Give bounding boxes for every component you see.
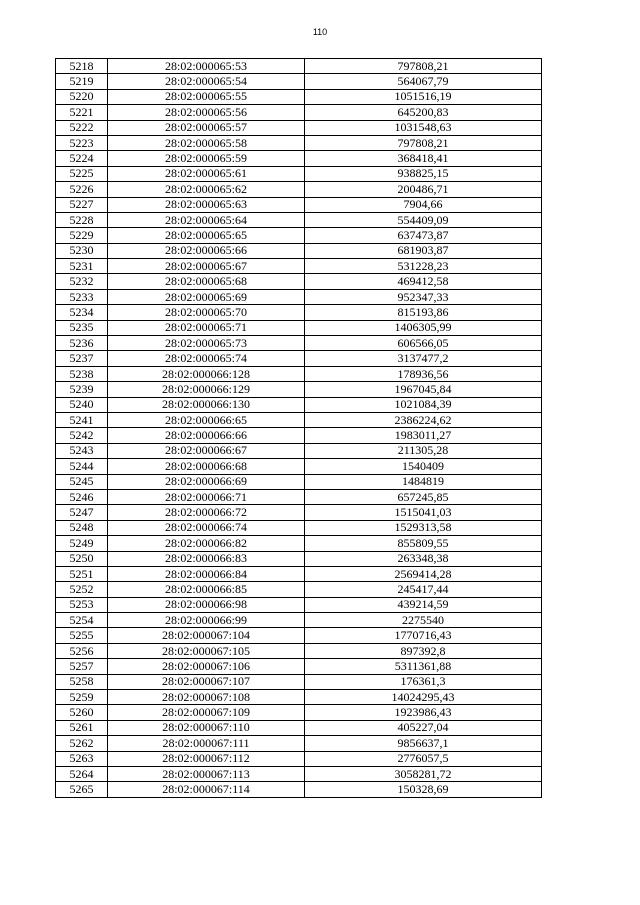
table-row [56,320,542,335]
cadastral-value-cell: 657245,85 [305,489,542,504]
cadastral-number-cell: 28:02:000065:74 [108,351,305,366]
cadastral-value-cell: 368418,41 [305,151,542,166]
cadastral-value-cell: 405227,04 [305,720,542,735]
cadastral-number-cell: 28:02:000065:61 [108,166,305,181]
row-number-cell: 5254 [56,613,108,628]
cadastral-value-cell: 606566,05 [305,336,542,351]
row-number-cell: 5237 [56,351,108,366]
cadastral-number-cell: 28:02:000066:74 [108,520,305,535]
cadastral-number-cell: 28:02:000066:98 [108,597,305,612]
cadastral-value-cell: 7904,66 [305,197,542,212]
cadastral-value-cell: 176361,3 [305,674,542,689]
cadastral-number-cell: 28:02:000066:128 [108,366,305,381]
cadastral-number-cell: 28:02:000066:67 [108,443,305,458]
table-row [56,197,542,212]
table-row [56,489,542,504]
cadastral-number-cell: 28:02:000065:55 [108,89,305,104]
cadastral-value-cell: 150328,69 [305,782,542,797]
table-row [56,366,542,381]
cadastral-number-cell: 28:02:000067:113 [108,766,305,781]
cadastral-value-cell: 1529313,58 [305,520,542,535]
cadastral-number-cell: 28:02:000067:110 [108,720,305,735]
cadastral-value-cell: 1983011,27 [305,428,542,443]
table-row [56,659,542,674]
cadastral-number-cell: 28:02:000067:105 [108,643,305,658]
cadastral-value-cell: 9856637,1 [305,736,542,751]
row-number-cell: 5226 [56,182,108,197]
row-number-cell: 5242 [56,428,108,443]
cadastral-number-cell: 28:02:000065:63 [108,197,305,212]
row-number-cell: 5264 [56,766,108,781]
cadastral-value-cell: 952347,33 [305,289,542,304]
row-number-cell: 5265 [56,782,108,797]
cadastral-number-cell: 28:02:000065:57 [108,120,305,135]
cadastral-value-cell: 14024295,43 [305,690,542,705]
row-number-cell: 5243 [56,443,108,458]
table-row [56,536,542,551]
table-body [56,59,542,798]
table-row [56,336,542,351]
cadastral-number-cell: 28:02:000066:71 [108,489,305,504]
table-row [56,105,542,120]
row-number-cell: 5228 [56,212,108,227]
table-row [56,397,542,412]
row-number-cell: 5250 [56,551,108,566]
row-number-cell: 5245 [56,474,108,489]
cadastral-value-cell: 797808,21 [305,135,542,150]
row-number-cell: 5232 [56,274,108,289]
table-row [56,351,542,366]
table-row [56,459,542,474]
table-row [56,566,542,581]
cadastral-number-cell: 28:02:000066:66 [108,428,305,443]
table-row [56,613,542,628]
table-row [56,89,542,104]
cadastral-number-cell: 28:02:000067:111 [108,736,305,751]
cadastral-value-cell: 245417,44 [305,582,542,597]
table-row [56,551,542,566]
cadastral-number-cell: 28:02:000066:65 [108,412,305,427]
cadastral-number-cell: 28:02:000067:109 [108,705,305,720]
row-number-cell: 5256 [56,643,108,658]
cadastral-number-cell: 28:02:000065:69 [108,289,305,304]
row-number-cell: 5225 [56,166,108,181]
cadastral-number-cell: 28:02:000065:59 [108,151,305,166]
row-number-cell: 5251 [56,566,108,581]
row-number-cell: 5249 [56,536,108,551]
row-number-cell: 5236 [56,336,108,351]
table-row [56,674,542,689]
cadastral-number-cell: 28:02:000067:107 [108,674,305,689]
row-number-cell: 5222 [56,120,108,135]
page-number: 110 [312,27,328,37]
table-row [56,274,542,289]
cadastral-value-cell: 1770716,43 [305,628,542,643]
row-number-cell: 5247 [56,505,108,520]
cadastral-value-cell: 681903,87 [305,243,542,258]
table-row [56,289,542,304]
cadastral-value-cell: 897392,8 [305,643,542,658]
cadastral-value-cell: 2275540 [305,613,542,628]
cadastral-value-cell: 637473,87 [305,228,542,243]
cadastral-number-cell: 28:02:000067:114 [108,782,305,797]
row-number-cell: 5230 [56,243,108,258]
cadastral-value-cell: 1484819 [305,474,542,489]
table-row [56,582,542,597]
cadastral-number-cell: 28:02:000066:83 [108,551,305,566]
row-number-cell: 5231 [56,259,108,274]
cadastral-number-cell: 28:02:000066:82 [108,536,305,551]
cadastral-number-cell: 28:02:000066:84 [108,566,305,581]
cadastral-number-cell: 28:02:000066:68 [108,459,305,474]
cadastral-value-cell: 439214,59 [305,597,542,612]
cadastral-number-cell: 28:02:000065:62 [108,182,305,197]
row-number-cell: 5233 [56,289,108,304]
table-row [56,751,542,766]
cadastral-value-cell: 3137477,2 [305,351,542,366]
table-row [56,643,542,658]
cadastral-number-cell: 28:02:000065:53 [108,59,305,74]
table-row [56,428,542,443]
cadastral-number-cell: 28:02:000065:71 [108,320,305,335]
cadastral-value-cell: 1540409 [305,459,542,474]
row-number-cell: 5240 [56,397,108,412]
table-row [56,782,542,797]
cadastral-value-cell: 1021084,39 [305,397,542,412]
cadastral-value-cell: 1406305,99 [305,320,542,335]
cadastral-value-cell: 469412,58 [305,274,542,289]
table-row [56,443,542,458]
cadastral-value-cell: 200486,71 [305,182,542,197]
table-row [56,59,542,74]
row-number-cell: 5234 [56,305,108,320]
cadastral-number-cell: 28:02:000065:56 [108,105,305,120]
cadastral-number-cell: 28:02:000065:66 [108,243,305,258]
cadastral-number-cell: 28:02:000065:70 [108,305,305,320]
cadastral-value-cell: 531228,23 [305,259,542,274]
table-row [56,243,542,258]
cadastral-value-table [55,58,542,798]
table-row [56,382,542,397]
cadastral-value-cell: 3058281,72 [305,766,542,781]
cadastral-number-cell: 28:02:000066:72 [108,505,305,520]
cadastral-value-cell: 1031548,63 [305,120,542,135]
row-number-cell: 5258 [56,674,108,689]
table-row [56,597,542,612]
cadastral-number-cell: 28:02:000065:67 [108,259,305,274]
table-row [56,705,542,720]
cadastral-value-cell: 211305,28 [305,443,542,458]
cadastral-number-cell: 28:02:000066:69 [108,474,305,489]
cadastral-value-cell: 2776057,5 [305,751,542,766]
row-number-cell: 5261 [56,720,108,735]
table-row [56,720,542,735]
table-row [56,628,542,643]
cadastral-value-cell: 2386224,62 [305,412,542,427]
table-row [56,736,542,751]
cadastral-number-cell: 28:02:000067:106 [108,659,305,674]
cadastral-number-cell: 28:02:000066:130 [108,397,305,412]
table-row [56,305,542,320]
cadastral-value-cell: 1923986,43 [305,705,542,720]
cadastral-number-cell: 28:02:000067:104 [108,628,305,643]
row-number-cell: 5241 [56,412,108,427]
row-number-cell: 5252 [56,582,108,597]
table-row [56,228,542,243]
table-row [56,505,542,520]
row-number-cell: 5248 [56,520,108,535]
cadastral-number-cell: 28:02:000065:54 [108,74,305,89]
cadastral-value-cell: 797808,21 [305,59,542,74]
cadastral-value-cell: 1967045,84 [305,382,542,397]
row-number-cell: 5239 [56,382,108,397]
row-number-cell: 5262 [56,736,108,751]
row-number-cell: 5255 [56,628,108,643]
cadastral-number-cell: 28:02:000065:65 [108,228,305,243]
cadastral-number-cell: 28:02:000066:129 [108,382,305,397]
cadastral-value-cell: 564067,79 [305,74,542,89]
cadastral-number-cell: 28:02:000067:112 [108,751,305,766]
cadastral-value-cell: 938825,15 [305,166,542,181]
table-row [56,135,542,150]
table-row [56,766,542,781]
row-number-cell: 5223 [56,135,108,150]
cadastral-number-cell: 28:02:000066:99 [108,613,305,628]
cadastral-number-cell: 28:02:000065:64 [108,212,305,227]
cadastral-number-cell: 28:02:000066:85 [108,582,305,597]
table-row [56,212,542,227]
row-number-cell: 5229 [56,228,108,243]
cadastral-value-cell: 2569414,28 [305,566,542,581]
table-row [56,120,542,135]
row-number-cell: 5260 [56,705,108,720]
table-row [56,474,542,489]
row-number-cell: 5227 [56,197,108,212]
cadastral-value-cell: 554409,09 [305,212,542,227]
cadastral-value-cell: 1051516,19 [305,89,542,104]
cadastral-value-cell: 5311361,88 [305,659,542,674]
cadastral-number-cell: 28:02:000065:68 [108,274,305,289]
cadastral-value-cell: 815193,86 [305,305,542,320]
cadastral-number-cell: 28:02:000067:108 [108,690,305,705]
cadastral-number-cell: 28:02:000065:58 [108,135,305,150]
cadastral-value-cell: 178936,56 [305,366,542,381]
row-number-cell: 5253 [56,597,108,612]
row-number-cell: 5263 [56,751,108,766]
table-row [56,412,542,427]
cadastral-number-cell: 28:02:000065:73 [108,336,305,351]
row-number-cell: 5246 [56,489,108,504]
row-number-cell: 5220 [56,89,108,104]
row-number-cell: 5244 [56,459,108,474]
row-number-cell: 5219 [56,74,108,89]
row-number-cell: 5259 [56,690,108,705]
table-row [56,74,542,89]
table-row [56,690,542,705]
cadastral-value-cell: 855809,55 [305,536,542,551]
cadastral-value-cell: 1515041,03 [305,505,542,520]
row-number-cell: 5238 [56,366,108,381]
table-row [56,151,542,166]
row-number-cell: 5235 [56,320,108,335]
row-number-cell: 5257 [56,659,108,674]
cadastral-value-cell: 263348,38 [305,551,542,566]
row-number-cell: 5224 [56,151,108,166]
table-row [56,166,542,181]
row-number-cell: 5221 [56,105,108,120]
row-number-cell: 5218 [56,59,108,74]
cadastral-value-cell: 645200,83 [305,105,542,120]
table-row [56,182,542,197]
table-row [56,520,542,535]
table-row [56,259,542,274]
